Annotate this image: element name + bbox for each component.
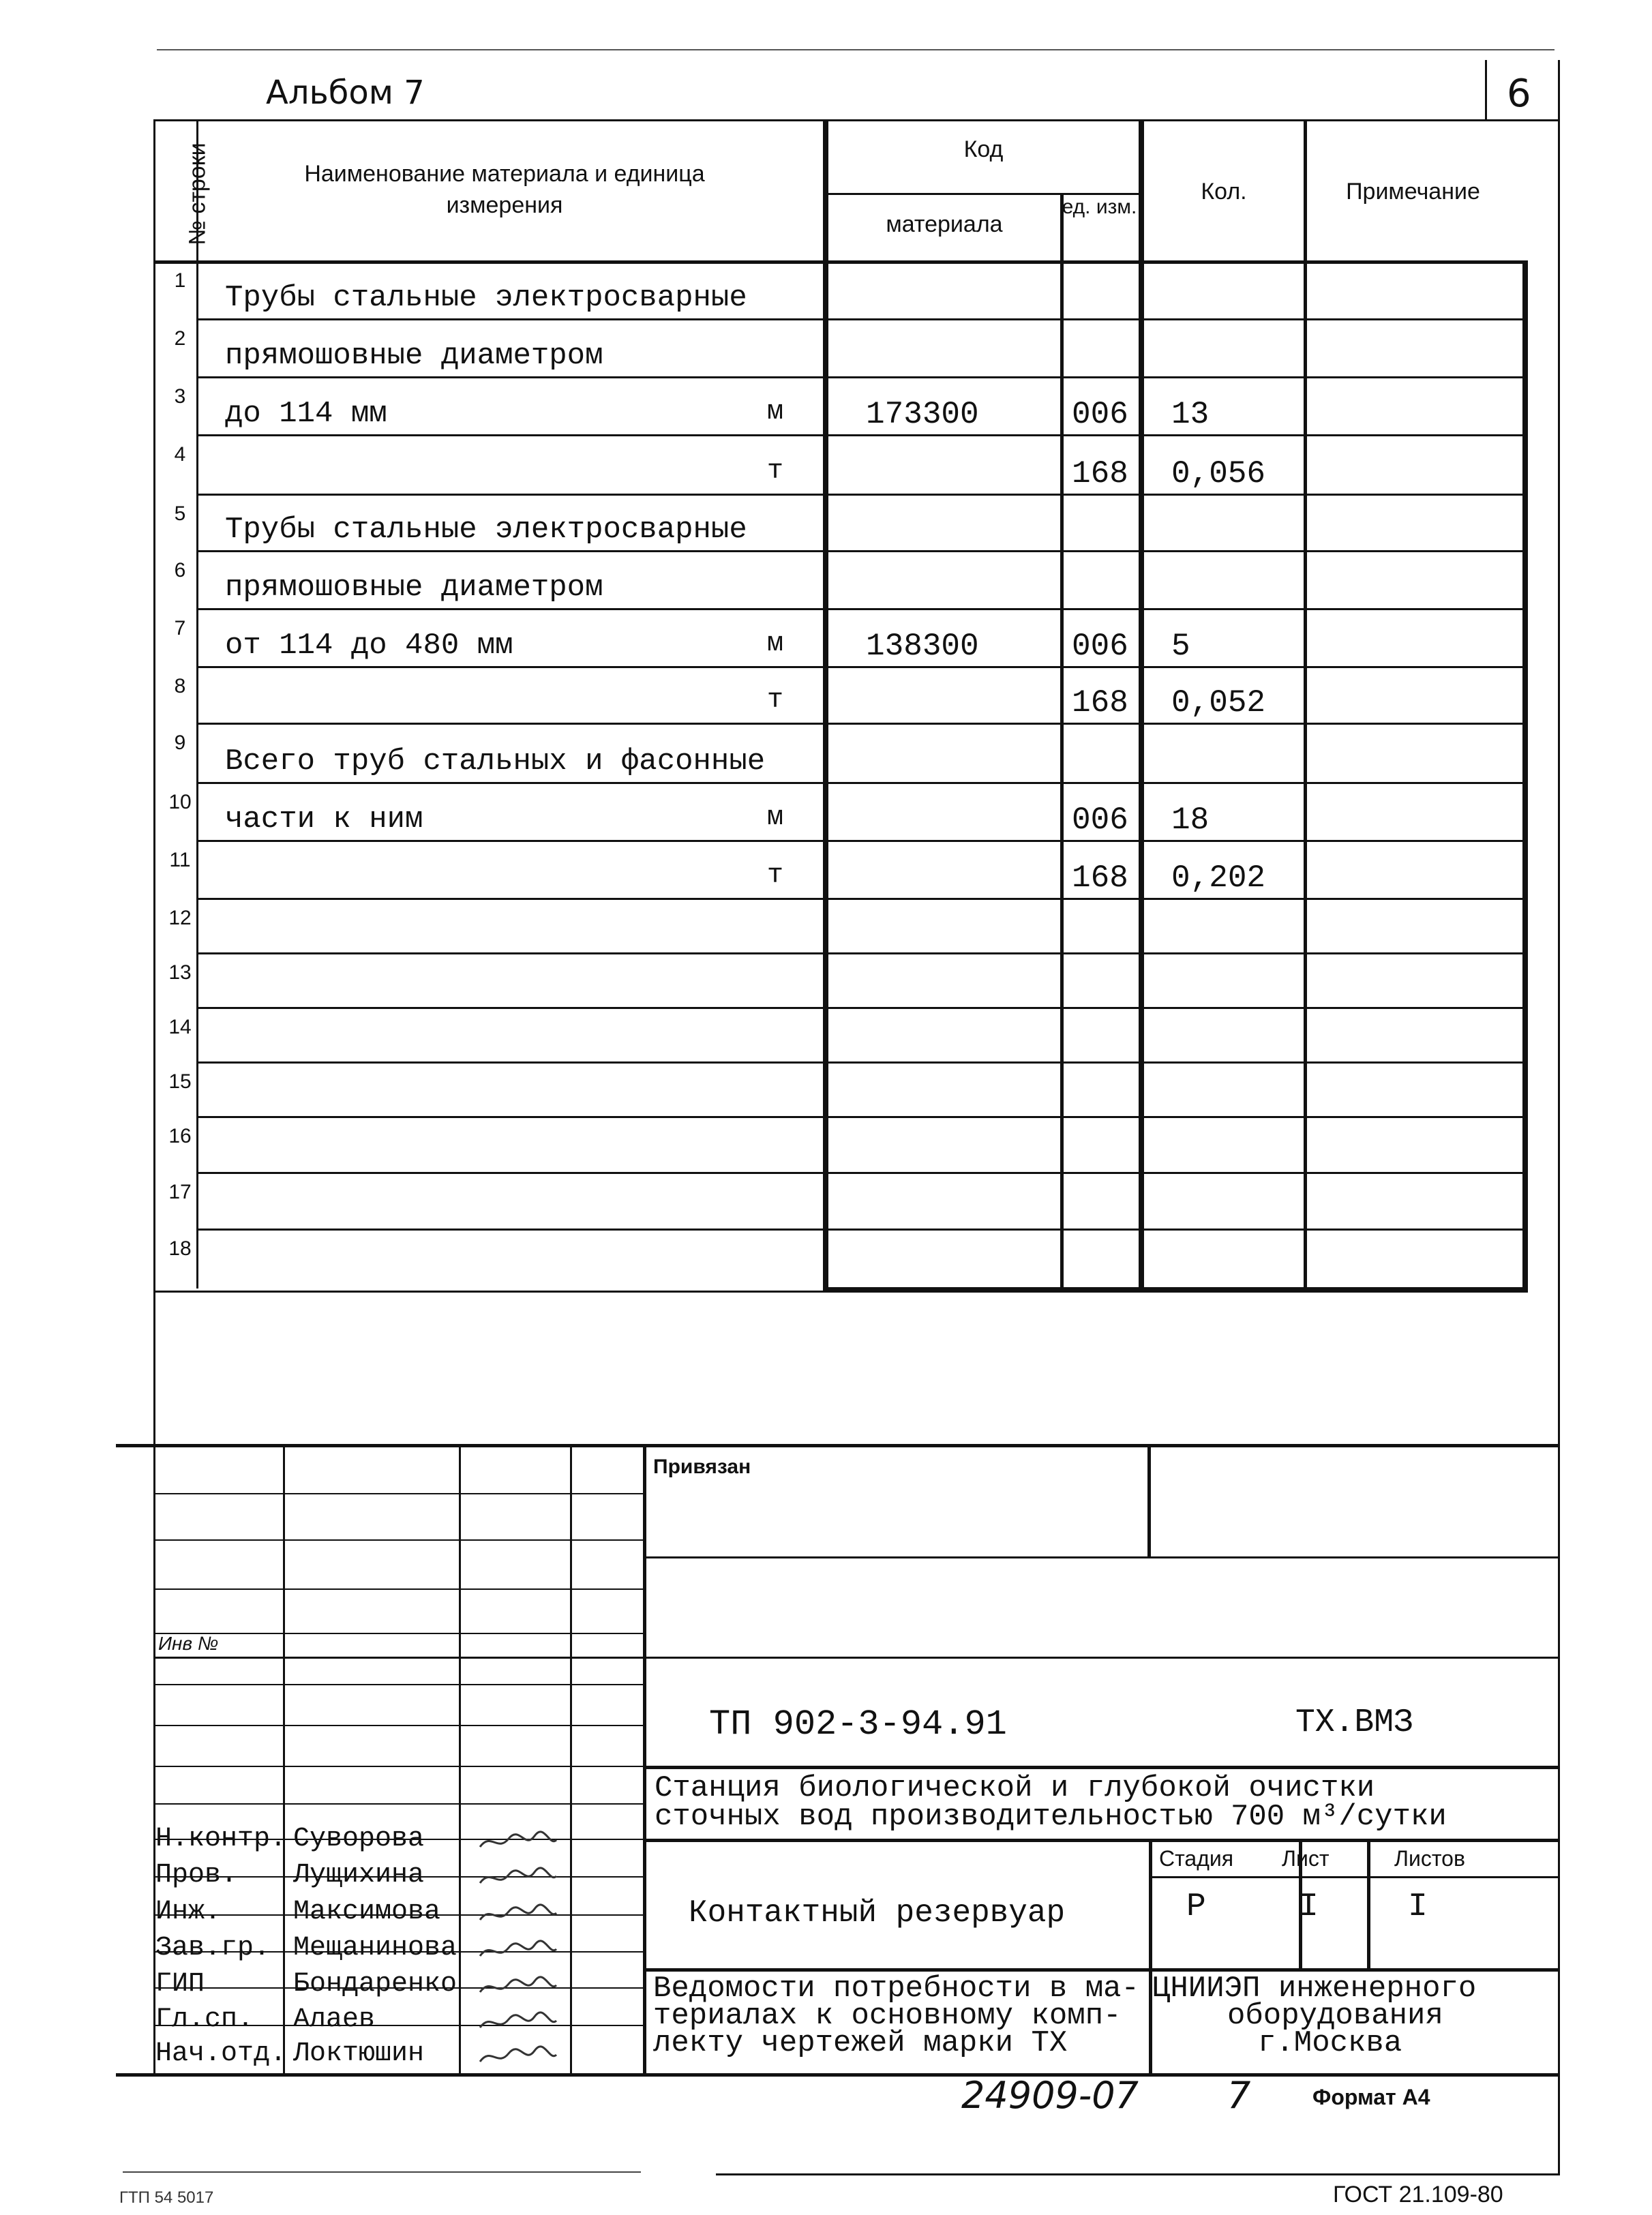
row-divider xyxy=(196,1007,1526,1009)
signer-role: Зав.гр. xyxy=(155,1933,271,1963)
row-number: 11 xyxy=(169,849,191,871)
unit-label: м xyxy=(767,802,784,833)
quantity: 13 xyxy=(1171,397,1210,432)
row-divider xyxy=(196,898,1526,900)
header-code-split xyxy=(825,193,1142,195)
col-qty-header: Кол. xyxy=(1201,179,1247,205)
gost-label: ГОСТ 21.109-80 xyxy=(1333,2182,1503,2208)
unit-code: 168 xyxy=(1072,685,1128,721)
row-number: 1 xyxy=(174,269,186,292)
project-line1: Станция биологической и глубокой очистки xyxy=(655,1771,1375,1805)
signature-scribble xyxy=(477,2010,559,2038)
stamp-left-row-line xyxy=(153,1684,643,1685)
signature-scribble xyxy=(477,1974,559,2002)
signature-scribble xyxy=(477,1865,559,1893)
row-divider xyxy=(196,782,1526,784)
frame-right xyxy=(1558,60,1560,2173)
page-number: 6 xyxy=(1507,72,1531,116)
material-name: от 114 до 480 мм xyxy=(225,629,513,663)
row-divider xyxy=(196,434,1526,436)
stamp-stage-split xyxy=(1149,1876,1560,1878)
unit-label: т xyxy=(767,860,784,891)
left-code: ГТП 54 5017 xyxy=(119,2188,214,2207)
row-divider xyxy=(196,666,1526,668)
unit-code: 168 xyxy=(1072,456,1128,492)
stamp-left-row-line xyxy=(153,1539,643,1541)
material-name: прямошовные диаметром xyxy=(225,571,603,605)
row-number: 17 xyxy=(168,1181,192,1203)
material-code: 138300 xyxy=(866,629,979,664)
org-line3: г.Москва xyxy=(1258,2026,1402,2060)
stamp-row-code xyxy=(643,1657,1560,1659)
row-divider xyxy=(196,952,1526,954)
stamp-left-c1 xyxy=(283,1444,285,2073)
page-number-box xyxy=(1485,60,1487,121)
row-number: 7 xyxy=(174,617,186,639)
unit-label: т xyxy=(767,685,784,716)
quantity: 0,056 xyxy=(1171,456,1266,492)
row-divider xyxy=(196,494,1526,496)
sheet-value: I xyxy=(1299,1888,1319,1925)
row-number: 13 xyxy=(168,961,192,984)
signer-name: Максимова xyxy=(293,1897,441,1927)
signer-name: Лущихина xyxy=(293,1860,425,1890)
stamp-left-row-line xyxy=(153,1633,643,1634)
material-code: 173300 xyxy=(866,397,979,432)
frame-top xyxy=(153,119,1560,121)
stamp-bottom xyxy=(116,2073,1560,2077)
row-number: 3 xyxy=(174,385,186,408)
row-number: 14 xyxy=(168,1016,192,1038)
signer-name: Суворова xyxy=(293,1824,425,1854)
row-divider xyxy=(196,1229,1526,1231)
unit-label: т xyxy=(767,456,784,487)
row-divider xyxy=(196,376,1526,378)
row-divider xyxy=(196,1172,1526,1174)
unit-label: м xyxy=(767,629,784,659)
col-row-no-header: № строки xyxy=(184,142,211,245)
doc-title-line2: териалах к основному комп- xyxy=(653,1999,1122,2033)
row-number: 5 xyxy=(174,502,186,525)
doc-title-line1: Ведомости потребности в ма- xyxy=(653,1972,1139,2006)
unit-code: 006 xyxy=(1072,629,1128,664)
stamp-left-row-line xyxy=(153,1493,643,1494)
privyazan-divider xyxy=(1147,1444,1151,1556)
row-divider xyxy=(196,840,1526,842)
row-number: 12 xyxy=(168,907,192,929)
col-code-material-header: материала xyxy=(886,211,1003,237)
row-divider xyxy=(196,318,1526,320)
material-name: Всего труб стальных и фасонные xyxy=(225,744,766,779)
row-divider xyxy=(196,1116,1526,1118)
doc-title-line3: лекту чертежей марки ТХ xyxy=(653,2026,1068,2060)
sheet-label: Лист xyxy=(1282,1846,1330,1871)
sheets-value: I xyxy=(1408,1888,1428,1925)
project-line2: сточных вод производительностью 700 м³/сутки xyxy=(655,1800,1447,1834)
unit-code: 006 xyxy=(1072,397,1128,432)
row-number: 18 xyxy=(168,1237,192,1260)
org-line1: ЦНИИЭП инженерного xyxy=(1152,1972,1477,2006)
signer-name: Бондаренко xyxy=(293,1969,457,2000)
signer-role: Пров. xyxy=(155,1860,238,1890)
col-note-header: Примечание xyxy=(1346,179,1480,205)
privyazan-bottom xyxy=(643,1556,1560,1558)
material-name: Трубы стальные электросварные xyxy=(225,281,747,315)
album-label: Альбом 7 xyxy=(266,74,425,112)
col-code-unit-header: ед. изм. xyxy=(1062,196,1137,218)
signature-scribble xyxy=(477,1902,559,1930)
top-scan-line xyxy=(157,49,1555,50)
col-name-header: Наименование материала и единица измерения xyxy=(304,161,705,218)
frame-left xyxy=(153,119,155,1449)
inv-no-label: Инв № xyxy=(158,1633,219,1654)
col-ucode-left xyxy=(1060,193,1064,1292)
unit-label: м xyxy=(767,397,784,427)
signer-name: Локтюшин xyxy=(293,2038,425,2069)
footer-line-right xyxy=(716,2173,1560,2175)
sheets-label: Листов xyxy=(1394,1846,1465,1871)
inventory-number: 24909-07 xyxy=(961,2074,1139,2117)
stage-label: Стадия xyxy=(1159,1846,1234,1871)
stamp-left-row-line xyxy=(153,1588,643,1590)
stamp-left-c3 xyxy=(570,1444,572,2073)
quantity: 5 xyxy=(1171,629,1190,664)
stamp-sheets-left xyxy=(1367,1839,1370,1968)
stamp-main-left xyxy=(643,1444,646,2073)
row-number: 8 xyxy=(174,675,186,697)
org-line2: оборудования xyxy=(1227,1999,1443,2033)
row-number: 15 xyxy=(168,1070,192,1093)
signer-name: Алаев xyxy=(293,2004,376,2035)
stamp-left-row-line xyxy=(153,1803,643,1805)
footer-number: 7 xyxy=(1227,2074,1251,2117)
row-divider xyxy=(196,550,1526,552)
stamp-left-c2 xyxy=(459,1444,461,2073)
quantity: 0,202 xyxy=(1171,860,1266,896)
stage-value: Р xyxy=(1186,1888,1206,1925)
quantity: 0,052 xyxy=(1171,685,1266,721)
object-name: Контактный резервуар xyxy=(689,1895,1066,1931)
signature-scribble xyxy=(477,1829,559,1857)
signer-role: Нач.отд. xyxy=(155,2038,287,2069)
signer-role: Н.контр. xyxy=(155,1824,287,1854)
col-table-right xyxy=(1522,260,1528,1292)
stamp-row-project xyxy=(643,1766,1560,1769)
row-number: 9 xyxy=(174,732,186,754)
signer-role: Инж. xyxy=(155,1897,222,1927)
unit-code: 006 xyxy=(1072,802,1128,838)
header-div-rowno xyxy=(196,119,198,1289)
doc-mark: ТХ.ВМЗ xyxy=(1295,1704,1413,1741)
signer-role: ГИП xyxy=(155,1969,205,2000)
stamp-row-object xyxy=(643,1839,1560,1842)
signer-role: Гл.сп. xyxy=(155,2004,254,2035)
footer-line-left xyxy=(123,2171,641,2173)
stamp-stage-left xyxy=(1149,1839,1152,1968)
col-code-header: Код xyxy=(963,136,1004,162)
row-number: 2 xyxy=(174,327,186,350)
row-number: 6 xyxy=(174,559,186,582)
stamp-left-row-line xyxy=(153,1766,643,1767)
row-divider xyxy=(196,723,1526,725)
signature-scribble xyxy=(477,2044,559,2072)
stamp-left-row-line xyxy=(153,1725,643,1726)
material-name: до 114 мм xyxy=(225,397,387,431)
table-bottom xyxy=(823,1287,1528,1293)
doc-code: ТП 902-3-94.91 xyxy=(709,1704,1007,1745)
material-name: прямошовные диаметром xyxy=(225,339,603,373)
signature-scribble xyxy=(477,1938,559,1966)
stamp-top xyxy=(116,1444,1560,1447)
row-divider xyxy=(196,1061,1526,1064)
inv-no-line xyxy=(153,1657,643,1659)
row-divider xyxy=(196,608,1526,610)
row-number: 4 xyxy=(174,443,186,466)
quantity: 18 xyxy=(1171,802,1210,838)
table-bottom-left xyxy=(153,1291,825,1293)
format-label: Формат А4 xyxy=(1312,2085,1430,2109)
signer-name: Мещанинова xyxy=(293,1933,457,1963)
header-bottom xyxy=(153,260,1527,264)
material-name: Трубы стальные электросварные xyxy=(225,513,747,547)
privyazan-label: Привязан xyxy=(653,1456,751,1478)
row-number: 10 xyxy=(168,791,192,813)
unit-code: 168 xyxy=(1072,860,1128,896)
material-name: части к ним xyxy=(225,802,423,837)
row-number: 16 xyxy=(168,1125,192,1147)
